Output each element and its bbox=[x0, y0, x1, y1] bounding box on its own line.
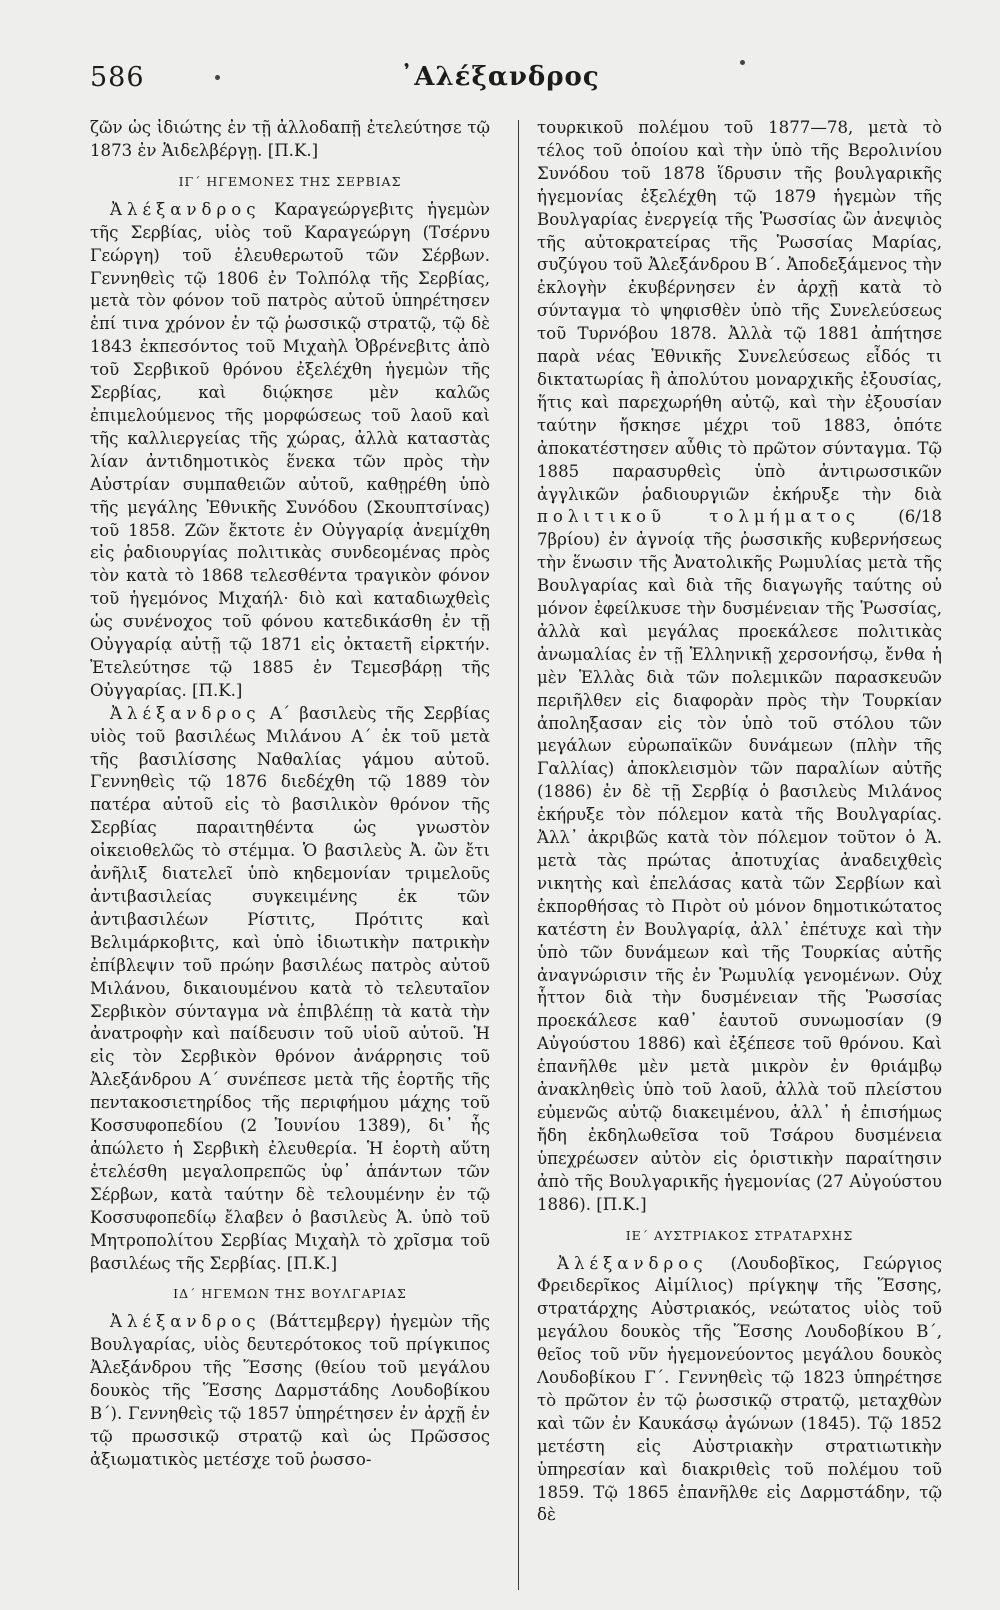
entry-text: Α΄ βασιλεὺς τῆς Σερβίας υἱὸς τοῦ βασιλέως Μιλάνου Α΄ ἐκ τοῦ μετὰ τῆς βασιλίσσης Ναθαλίας γάμου αὐτοῦ. Γεννηθεὶς τῷ 1876 διεδέχθη τῷ 1889 τὸν πατέρα αὐτοῦ εἰς τὸ βασιλικὸν θρόνον τῆς Σερβίας παραιτηθέντα ὡς γνωστὸν οἰκειοθελῶς τὸ στέμμα. Ὁ βασιλεὺς Ἀ. ὢν ἔτι ἀνῆλιξ διατελεῖ ὑπὸ κηδεμονίαν τριμελοῦς ἀντιβασιλείας συγκειμένης ἐκ τῶν ἀντιβασιλέων Ρίστιτς, Πρότιτς καὶ Βελιμάρκοβιτς, καὶ ὑπὸ ἰδιωτικὴν πατρικὴν ἐπίβλεψιν τοῦ πρώην βασιλέως πατρὸς αὐτοῦ Μιλάνου, δικαιουμένου κατὰ τὸ τελευταῖον Σερβικὸν σύνταγμα νὰ ἐπιβλέπῃ τὰ κατὰ τὴν ἀνατροφὴν καὶ παίδευσιν τοῦ υἱοῦ αὐτοῦ. Ἡ εἰς τὸν Σερβικὸν θρόνον ἀνάρρησις τοῦ Ἀλεξάνδρου Α΄ συνέπεσε μετὰ τῆς ἑορτῆς τῆς πεντακοσιετηρίδος τῆς περιφήμου μάχης τοῦ Κοσσυφοπεδίου (2 Ἰουνίου 1389), δι᾽ ἧς ἀπώλετο ἡ Σερβικὴ ἐλευθερία. Ἡ ἑορτὴ αὕτη ἐτελέσθη μεγαλοπρεπῶς ὑφ᾽ ἁπάντων τῶν Σέρβων, κατὰ ταύτην δὲ τελουμένην ἐν τῷ Κοσσυφοπεδίῳ ἔλαβεν ὁ βασιλεὺς Ἀ. ὑπὸ τοῦ Μητροπολίτου Σερβίας Μιχαὴλ τὸ χρῖσμα τοῦ βασιλέως τῆς Σερβίας. [Π.Κ.] bbox=[90, 703, 490, 1273]
entry-name: Ἀλέξανδρος bbox=[110, 703, 261, 723]
entry-text: (6/18 7βρίου) ἐν ἀγνοίᾳ τῆς ῥωσσικῆς κυβερνήσεως τὴν ἕνωσιν τῆς Ἀνατολικῆς Ρωμυλίας μετὰ τῆς Βουλγαρίας καὶ διὰ τῆς διαγωγῆς ταύτης οὐ μόνον ἐφείλκυσε τὴν δυσμένειαν τῆς Ῥωσσίας, ἀλλὰ καὶ μεγάλας προεκάλεσε πολιτικὰς ἀνωμαλίας ἐν τῇ Ἑλληνικῇ χερσονήσῳ, ἔνθα ἡ μὲν Ἑλλὰς διὰ τῶν πολεμικῶν παρασκευῶν περιῆλθεν εἰς διαφορὰν πρὸς τὴν Τουρκίαν ἀποληξασαν εἰς τὸν ὑπὸ τοῦ στόλου τῶν μεγάλων εὐρωπαϊκῶν δυνάμεων (πλὴν τῆς Γαλλίας) ἀποκλεισμὸν τῶν παραλίων αὐτῆς (1886) ἐν δὲ τῇ Σερβίᾳ ὁ βασιλεὺς Μιλάνος ἐκήρυξε τὸν πόλεμον κατὰ τῆς Βουλγαρίας. Ἀλλ᾽ ἀκριβῶς κατὰ τὸν πόλεμον τοῦτον ὁ Ἀ. μετὰ τὰς πρώτας ἀποτυχίας ἀναδειχθεὶς νικητὴς καὶ ἐπελάσας κατὰ τῶν Σερβίων καὶ ἐκπορθήσας τὸ Πιρὸτ οὐ μόνον δημοτικώτατος κατέστη ἐν Βουλγαρίᾳ, ἀλλ᾽ ἐπέτυχε καὶ τὴν ὑπὸ τῶν δυνάμεων καὶ τῆς Τουρκίας αὐτῆς ἀναγνώρισιν τῆς ἐν Ῥωμυλίᾳ γενομένων. Οὐχ ἧττον διὰ τὴν δυσμένειαν τῆς Ῥωσσίας προεκάλεσε καθ᾽ ἑαυτοῦ συνωμοσίαν (9 Αὐγούστου 1886) καὶ ἐξέπεσε τοῦ θρόνου. Καὶ ἐπανῆλθε μὲν μετὰ μικρὸν ἐν θριάμβῳ ἀνακληθεὶς ὑπὸ τοῦ λαοῦ, ἀλλὰ τοῦ πλείστου εὐμενῶς αὐτῷ διακειμένου, ἀλλ᾽ ἡ ἐπισήμως ἤδη ἐκδηλωθεῖσα τοῦ Τσάρου δυσμένεια ὑπεχρέωσεν αὐτὸν εἰς ὁριστικὴν παραίτησιν ἀπὸ τῆς Βουλγαρικῆς ἡγεμονίας (27 Αὐγούστου 1886). [Π.Κ.] bbox=[537, 507, 942, 1214]
entry-text: (Λουδοβῖκος, Γεώργιος Φρειδερῖκος Αἰμίλιος) πρίγκηψ τῆς Ἕσσης, στρατάρχης Αὐστριακός, νεώτατος υἱὸς τοῦ μεγάλου δουκὸς τῆς Ἕσσης Λουδοβίκου Β΄, θεῖος τοῦ νῦν ἡγεμονεύοντος μεγάλου δουκὸς Λουδοβίκου Γ΄. Γεννηθεὶς τῷ 1823 ὑπηρέτησε τὸ πρῶτον ἐν τῷ ῥωσσικῷ στρατῷ, μεταχθὼν καὶ τῶν ἐν Καυκάσῳ ἀγώνων (1845). Τῷ 1852 μετέστη εἰς Αὐστριακὴν στρατιωτικὴν ὑπηρεσίαν καὶ διακριθεὶς τοῦ πολέμου τοῦ 1859. Τῷ 1865 ἐπανῆλθε εἰς Δαρμστάδην, τῷ δὲ bbox=[537, 1253, 942, 1525]
left-column bbox=[90, 117, 490, 1472]
spaced-phrase: πολιτικοῦ τολμήματος bbox=[537, 507, 861, 527]
section-heading: ΙΓ΄ ΗΓΕΜΟΝΕΣ ΤΗΣ ΣΕΡΒΙΑΣ bbox=[178, 173, 402, 189]
paragraph bbox=[537, 1253, 942, 1528]
entry-text: (Βάττεμβεργ) ἡγεμὼν τῆς Βουλγαρίας, υἱὸς δευτερότοκος τοῦ πρίγκιπος Ἀλεξάνδρου τῆς Ἕσσης (θείου τοῦ μεγάλου δουκὸς τῆς Ἕσσης Δαρμστάδης Λουδοβίκου Β΄). Γεννηθεὶς τῷ 1857 ὑπηρέτησεν ἐν ἀρχῇ ἐν τῷ πρωσσικῷ στρατῷ καὶ ὡς Πρῶσσος ἀξιωματικὸς μετέσχε τοῦ ῥωσσο- bbox=[90, 1312, 490, 1469]
entry-text: Καραγεώργεβιτς ἡγεμὼν τῆς Σερβίας, υἱὸς τοῦ Καραγεώργη (Τσέρνυ Γεώργη) τοῦ ἐλευθερωτοῦ τῶν Σέρβων. Γεννηθεὶς τῷ 1806 ἐν Τολπόλᾳ τῆς Σερβίας, μετὰ τὸν φόνον τοῦ πατρὸς αὐτοῦ ὑπηρέτησεν ἐπί τινα χρόνον ἐν τῷ ῥωσσικῷ στρατῷ, τῷ δὲ 1843 ἐκπεσόντος τοῦ Μιχαὴλ Ὀβρένεβιτς ἀπὸ τοῦ Σερβικοῦ θρόνου ἐξελέχθη ἡγεμὼν τῆς Σερβίας, καὶ διῴκησε μὲν καλῶς ἐπιμελούμενος τῆς μορφώσεως τοῦ λαοῦ καὶ τῆς καλλιεργείας τῆς χώρας, ἀλλὰ καταστὰς λίαν ἀντιδημοτικὸς ἕνεκα τῶν πρὸς τὴν Αὐστρίαν συμπαθειῶν αὐτοῦ, καθῃρέθη ὑπὸ τῆς μεγάλης Ἐθνικῆς Συνόδου (Σκουπτσίνας) τοῦ 1858. Ζῶν ἔκτοτε ἐν Οὐγγαρίᾳ ἀνεμίχθη εἰς ῥαδιουργίας πολιτικὰς συνδεομένας πρὸς τὸν κατὰ τὸ 1868 τελεσθέντα τραγικὸν φόνον τοῦ ἡγεμόνος Μιχαήλ· διὸ καὶ καταδιωχθεὶς ὡς συνένοχος τοῦ φόνου κατεδικάσθη ἐν τῇ Οὐγγαρίᾳ αὐτῇ τῷ 1871 εἰς ὀκταετῆ εἱρκτήν. Ἐτελεύτησε τῷ 1885 ἐν Τεμεσβάρῃ τῆς Οὐγγαρίας. [Π.Κ.] bbox=[90, 199, 490, 700]
print-speck bbox=[740, 60, 745, 65]
entry-name: Ἀλέξανδρος bbox=[110, 1312, 261, 1332]
running-title: ᾿Αλέξανδρος bbox=[400, 62, 600, 92]
paragraph bbox=[90, 1311, 490, 1471]
right-column bbox=[537, 117, 942, 1527]
entry-name: Ἀλέξανδρος bbox=[110, 199, 261, 219]
paragraph bbox=[537, 117, 942, 1217]
column-divider bbox=[518, 120, 519, 1590]
paragraph bbox=[90, 703, 490, 1276]
entry-name: Ἀλέξανδρος bbox=[557, 1253, 708, 1273]
section-heading: ΙΕ΄ ΑΥΣΤΡΙΑΚΟΣ ΣΤΡΑΤΑΡΧΗΣ bbox=[625, 1227, 854, 1243]
paragraph bbox=[90, 199, 490, 703]
entry-text: τουρκικοῦ πολέμου τοῦ 1877—78, μετὰ τὸ τέλος τοῦ ὁποίου καὶ τὴν ὑπὸ τῆς Βερολινίου Συνόδου τοῦ 1878 ἵδρυσιν τῆς βουλγαρικῆς ἡγεμονίας ἐξελέχθη τῷ 1879 ἡγεμὼν τῆς Βουλγαρίας ἐνεργείᾳ τῆς Ῥωσσίας ὢν ἀνεψιὸς τῆς αὐτοκρατείρας τῆς Ῥωσσίας Μαρίας, συζύγου τοῦ Ἀλεξάνδρου Β΄. Ἀποδεξάμενος τὴν ἐκλογὴν ἐκυβέρνησεν ἐν ἀρχῇ κατὰ τὸ σύνταγμα τὸ ψηφισθὲν ὑπὸ τῆς Συνελεύσεως τοῦ Τυρνόβου 1878. Ἀλλὰ τῷ 1881 ἀπήτησε παρὰ νέας Ἐθνικῆς Συνελεύσεως εἶδός τι δικτατωρίας ἢ ἀπολύτου μοναρχικῆς ἐξουσίας, ἥτις καὶ παρεχωρήθη αὐτῷ, καὶ τὴν ἐξουσίαν ταύτην ἤσκησε μέχρι τοῦ 1883, ὁπότε ἀποκατέστησεν αὖθις τὸ πρῶτον σύνταγμα. Τῷ 1885 παρασυρθεὶς ὑπὸ ἀντιρωσσικῶν ἀγγλικῶν ῥαδιουργιῶν ἐκήρυξε τὴν διὰ bbox=[537, 118, 942, 504]
section-heading: ΙΔ΄ ΗΓΕΜΩΝ ΤΗΣ ΒΟΥΛΓΑΡΙΑΣ bbox=[173, 1286, 407, 1302]
page-header bbox=[0, 62, 1000, 102]
print-speck bbox=[215, 75, 220, 80]
paragraph: ζῶν ὡς ἰδιώτης ἐν τῇ ἀλλοδαπῇ ἐτελεύτησε τῷ 1873 ἐν Ἁιδελβέργῃ. [Π.Κ.] bbox=[90, 118, 490, 160]
page-number: 586 bbox=[90, 62, 145, 93]
